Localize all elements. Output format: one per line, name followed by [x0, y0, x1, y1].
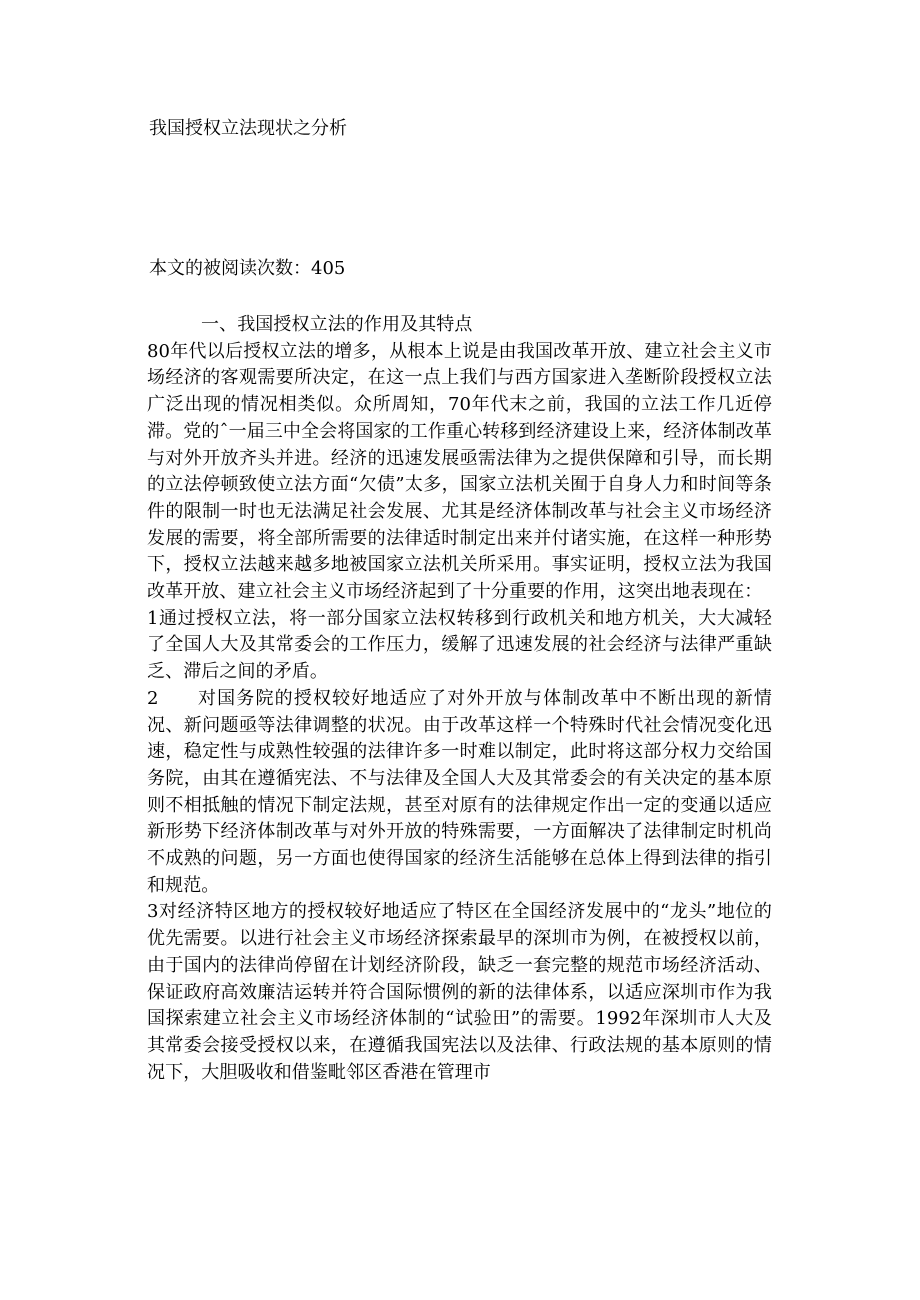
section-heading: 一、我国授权立法的作用及其特点 [201, 314, 473, 335]
paragraph-point-3: 3对经济特区地方的授权较好地适应了特区在全国经济发展中的“龙头”地位的优先需要。以进行社会主义市场经济探索最早的深圳市为例，在被授权以前，由于国内的法律尚停留在计划经济阶段，缺乏一套完整的规范市场经济活动、保证政府高效廉洁运转并符合国际惯例的新的法律体系，以适应深圳市作为我国探索建立社会主义市场经济体制的“试验田”的需要。1992年深圳市人大及其常委会接受授权以来，在遵循我国宪法以及法律、行政法规的基本原则的情况下，大胆吸收和借鉴毗邻区香港在管理市 [147, 901, 772, 1083]
article-body [147, 312, 772, 1086]
read-count: 本文的被阅读次数：405 [149, 258, 346, 279]
document-title: 我国授权立法现状之分析 [149, 118, 347, 139]
paragraph-point-2: 2 对国务院的授权较好地适应了对外开放与体制改革中不断出现的新情况、新问题亟等法律调整的状况。由于改革这样一个特殊时代社会情况变化迅速，稳定性与成熟性较强的法律许多一时难以制定，此时将这部分权力交给国务院，由其在遵循宪法、不与法律及全国人大及其常委会的有关决定的基本原则不相抵触的情况下制定法规，甚至对原有的法律规定作出一定的变通以适应新形势下经济体制改革与对外开放的特殊需要，一方面解决了法律制定时机尚不成熟的问题，另一方面也使得国家的经济生活能够在总体上得到法律的指引和规范。 [147, 687, 772, 896]
paragraph-intro: 80年代以后授权立法的增多，从根本上说是由我国改革开放、建立社会主义市场经济的客观需要所决定，在这一点上我们与西方国家进入垄断阶段授权立法广泛出现的情况相类似。众所周知，70年代末之前，我国的立法工作几近停滞。党的ˆ一届三中全会将国家的工作重心转移到经济建设上来，经济体制改革与对外开放齐头并进。经济的迅速发展亟需法律为之提供保障和引导，而长期的立法停顿致使立法方面“欠债”太多，国家立法机关囿于自身人力和时间等条件的限制一时也无法满足社会发展、尤其是经济体制改革与社会主义市场经济发展的需要，将全部所需要的法律适时制定出来并付诸实施，在这样一种形势下，授权立法越来越多地被国家立法机关所采用。事实证明，授权立法为我国改革开放、建立社会主义市场经济起到了十分重要的作用，这突出地表现在： [147, 340, 772, 603]
paragraph-point-1: 1通过授权立法，将一部分国家立法权转移到行政机关和地方机关，大大减轻了全国人大及其常委会的工作压力，缓解了迅速发展的社会经济与法律严重缺乏、滞后之间的矛盾。 [147, 607, 772, 683]
